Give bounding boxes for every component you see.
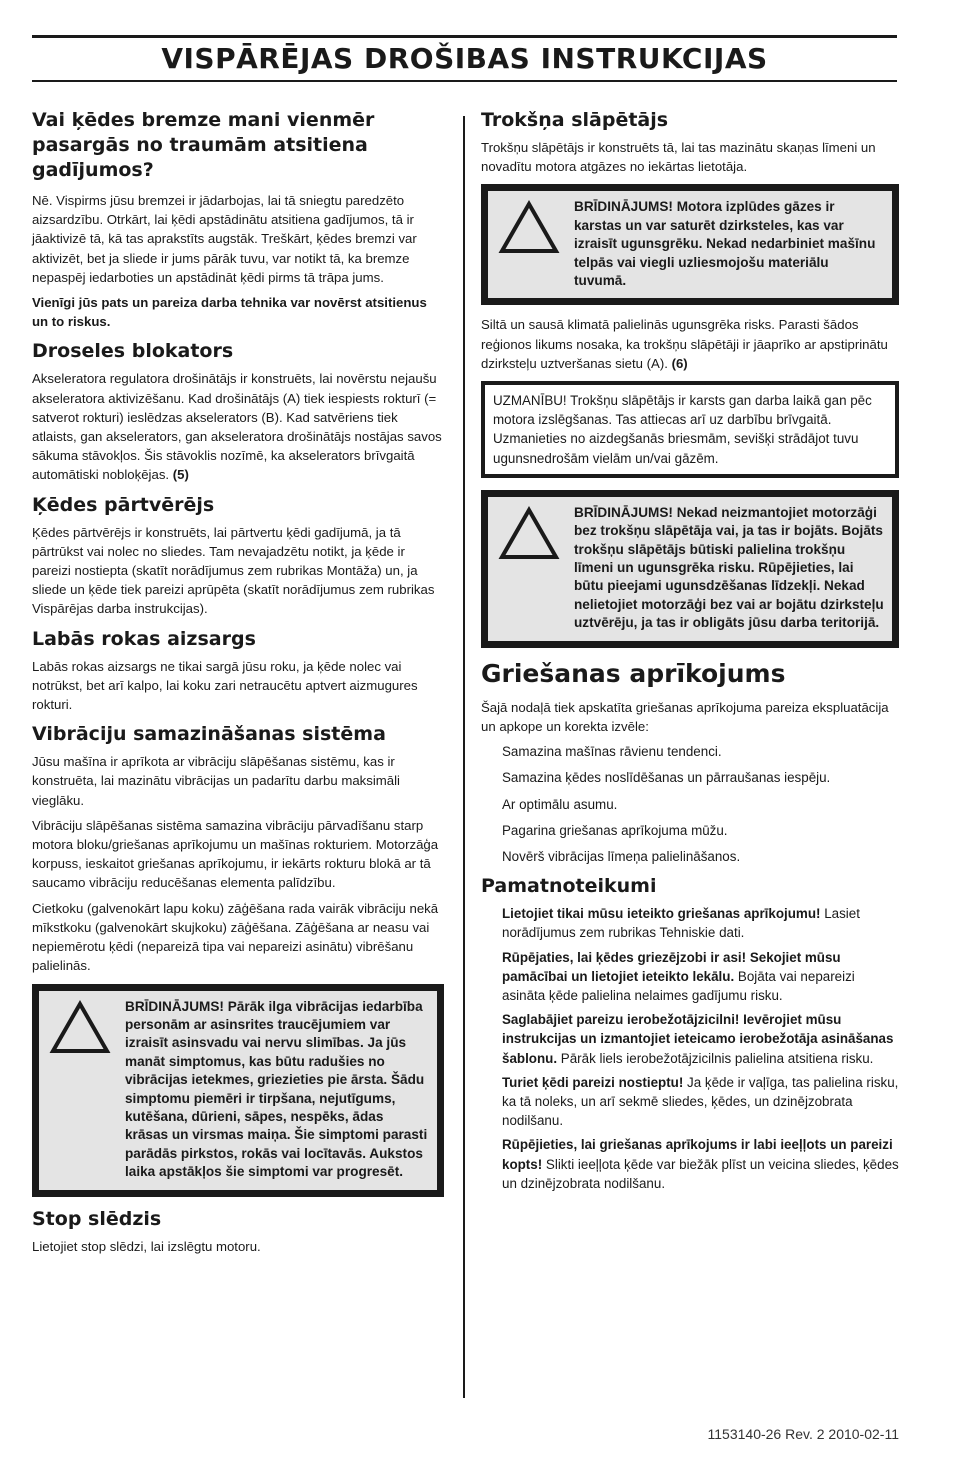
column-divider: [463, 116, 465, 1398]
chain-catcher-text: Ķēdes pārtvērējs ir konstruēts, lai pārtvertu ķēdi gadījumā, ja tā pārtrūkst vai nolec no sliedes. Tam nevajadzētu notikt, ja ķēde ir pareizi nostiepta (skatīt norādījumus zem rubrikas Montāža) un, ja sliede un ķēde tiek pareizi aprūpēta (skatīt norādījumus zem rubrikas Vispārējas darba instrukcijas).: [32, 524, 435, 617]
chain-brake-question-heading: Vai ķēdes bremze mani vienmēr pasargās no traumām atsitiena gadījumos?: [32, 109, 375, 181]
throttle-lockout-heading: Droseles blokators: [32, 340, 234, 363]
list-item: Samazina mašīnas rāvienu tendenci.: [502, 744, 722, 760]
muffler-caution-box: UZMANĪBU! Trokšņu slāpētājs ir karsts gan darba laikā gan pēc motora izslēgšanas. Tas attiecas arī uz darbību brīvgaitā. Uzmanieties no aizdegšanās briesmām, sevišķi strādājot tuvu ugunsnedrošām vielām un/vai gāzēm.: [481, 381, 899, 478]
rule-item: Lietojiet tikai mūsu ieteikto griešanas aprīkojumu! Lasiet norādījumus zem rubrikas Tehniskie dati.: [502, 906, 860, 941]
list-item: Novērš vibrācijas līmeņa palielināšanos.: [502, 848, 741, 864]
warning-triangle-icon: [39, 991, 121, 1060]
left-column: [32, 108, 444, 1262]
vibration-text-2: Vibrāciju slāpēšanas sistēma samazina vibrāciju pārvadīšanu starp motora bloku/griešanas aprīkojumu un mašīnas rokturiem. Motorzāģa korpuss, ieskaitot griešanas aprīkojumu, ir iekārts rokturu blokā ar tā saucamo vibrāciju reducēšanas elementa palīdzību.: [32, 817, 439, 891]
cutting-benefits-list: [481, 742, 899, 866]
right-hand-guard-heading: Labās rokas aizsargs: [32, 627, 256, 650]
rule-item: Rūpējaties, lai ķēdes griezējzobi ir asi! Sekojiet mūsu pamācībai un lietojiet ieteikto lekālu. Bojāta vai nepareizi asināta ķēde palielina nelaimes gadījumu risku.: [502, 949, 855, 1003]
throttle-lockout-text: Akseleratora regulatora drošinātājs ir konstruēts, lai novērstu nejaušu akseleratora aktivizēšanu. Kad drošinātājs (A) tiek iespiests rokturī (= satverot rokturi) ieslēdzas akselerators (B). Kad satvēriens tiek atlaists, gan akselerators, gan akseleratora drošinātājs nostājas savos sākuma stāvokļos. Šis stāvoklis nozīmē, ka akselerators brīvgaitā automātiski nobloķējas. (5): [32, 371, 442, 483]
vibration-text-1: Jūsu mašīna ir aprīkota ar vibrāciju slāpēšanas sistēmu, kas ir konstruēta, lai mazinātu vibrācijas un padarītu darbu maksimāli vieglāku.: [32, 754, 400, 808]
vibration-warning-box: [32, 984, 444, 1197]
figure-ref-5: (5): [172, 467, 189, 483]
exhaust-warning-text: BRĪDINĀJUMS! Motora izplūdes gāzes ir karstas un var saturēt dzirksteles, kas var izraisīt ugunsgrēku. Nekad nedarbiniet mašīnu telpās vai viegli uzliesmojošu materiālu tuvumā.: [574, 199, 876, 289]
chain-catcher-heading: Ķēdes pārtvērējs: [32, 493, 215, 516]
muffler-text-2: Siltā un sausā klimatā palielinās ugunsgrēka risks. Parasti šādos reģionos likums nosaka, ka trokšņu slāpētāji ir jāaprīko ar apstiprinātu dzirksteļu uztveršanas sietu (A). (6): [481, 317, 888, 371]
cutting-equipment-heading: Griešanas aprīkojums: [481, 658, 786, 688]
rule-item: Saglabājiet pareizu ierobežotājzicilni! Ievērojiet mūsu instrukcijas un izmantojiet ieteicamo ierobežotāja asināšanas šablonu. Pārāk liels ierobežotājzicilnis palielina atsitiena risku.: [502, 1012, 894, 1066]
figure-ref-6: (6): [671, 355, 688, 371]
chain-brake-answer: Nē. Vispirms jūsu bremzei ir jādarbojas, lai tā sniegtu paredzēto aizsardzību. Otrkārt, lai ķēdi apstādinātu atsitiena gadījumos, tā ir jāaktivizē tā, kā tas aprakstīts augstāk. Treškārt, ķēdes bremzi var aktivizēt, bet ja sliede ir jums pārāk tuvu, var notikt tā, ka bremze nepaspēj iedarboties un apstādināt ķēdi pirms tā trāpa jums.: [32, 193, 417, 285]
basic-rules-list: [481, 904, 899, 1193]
vibration-damping-heading: Vibrāciju samazināšanas sistēma: [32, 723, 386, 746]
chain-brake-note: Vienīgi jūs pats un pareiza darba tehnika var novērst atsitienus un to riskus.: [32, 295, 427, 330]
muffler-text-1: Trokšņu slāpētājs ir konstruēts tā, lai tas mazinātu skaņas līmeni un novadītu motora atgāzes no iekārtas lietotāja.: [481, 140, 876, 175]
rule-item: Rūpējieties, lai griešanas aprīkojums ir labi ieeļļots un pareizi kopts! Slikti ieeļļota ķēde var biežāk plīst un veicina sliedes, ķēdes un dzinējzobrata nodilšanu.: [502, 1137, 899, 1191]
list-item: Samazina ķēdes noslīdēšanas un pārraušanas iespēju.: [502, 770, 831, 786]
vibration-text-3: Cietkoku (galvenokārt lapu koku) zāģēšana rada vairāk vibrāciju nekā mīkstkoku (galvenokārt skujkoku) zāģēšana. Zāģēšana ar neasu vai nepiemērotu ķēdi (nepareizā tipa vai nepareizi asinātu) vibrēšanu palielinās.: [32, 900, 439, 974]
right-column: [481, 108, 899, 1198]
muffler-warning-box: [481, 490, 899, 648]
list-item: Pagarina griešanas aprīkojuma mūžu.: [502, 822, 728, 838]
right-hand-guard-text: Labās rokas aizsargs ne tikai sargā jūsu roku, ja ķēde nolec vai notrūkst, bet arī kalpo, lai koku zari netraucētu aptvert aizmugures rokturi.: [32, 658, 418, 713]
list-item: Ar optimālu asumu.: [502, 796, 618, 812]
warning-triangle-icon: [488, 191, 570, 260]
cutting-equipment-intro: Šajā nodaļā tiek apskatīta griešanas aprīkojuma pareiza ekspluatācija un apkope un korekta izvēle:: [481, 699, 889, 734]
basic-rules-heading: Pamatnoteikumi: [481, 875, 657, 898]
rule-item: Turiet ķēdi pareizi nostieptu! Ja ķēde ir vaļīga, tas palielina risku, ka tā noleks, un arī sekmē sliedes, ķēdes, un dzinējzobrata nodilšanu.: [502, 1074, 899, 1129]
page-title: VISPĀRĒJAS DROŠIBAS INSTRUKCIJAS: [161, 42, 768, 75]
stop-switch-text: Lietojiet stop slēdzi, lai izslēgtu motoru.: [32, 1238, 261, 1254]
exhaust-warning-box: [481, 184, 899, 305]
document-footer: 1153140-26 Rev. 2 2010-02-11: [707, 1426, 899, 1442]
vibration-warning-text: BRĪDINĀJUMS! Pārāk ilga vibrācijas iedarbība personām ar asinsrites traucējumiem var izraisīt asinsvadu vai nervu slimības. Ja jūs manāt simptomus, kas būtu radušies no vibrācijas ietekmes, griezieties pie ārsta. Šādu simptomu piemēri ir tirpšana, nejutīgums, kutēšana, dūrieni, sāpes, nespēks, ādas krāsas un virsmas maiņa. Šie simptomi parasti parādās pirkstos, rokās vai locītavās. Aukstos laika apstākļos šie simptomi var progresēt.: [125, 998, 428, 1180]
page-header: [32, 35, 897, 82]
muffler-warning-text: BRĪDINĀJUMS! Nekad neizmantojiet motorzāģi bez trokšņu slāpētāja vai, ja tas ir bojāts. Bojāts trokšņu slāpētājs būtiski palielina trokšņu līmeni un ugunsgrēka risku. Rūpējieties, lai būtu pieejami ugunsdzēšanas līdzekļi. Nekad nelietojiet motorzāģi bez vai ar bojātu dzirksteļu uztvērēju, ja tas ir obligāts jūsu darba teritorijā.: [574, 504, 884, 631]
stop-switch-heading: Stop slēdzis: [32, 1207, 162, 1230]
warning-triangle-icon: [488, 497, 570, 566]
muffler-heading: Trokšņa slāpētājs: [481, 109, 669, 131]
